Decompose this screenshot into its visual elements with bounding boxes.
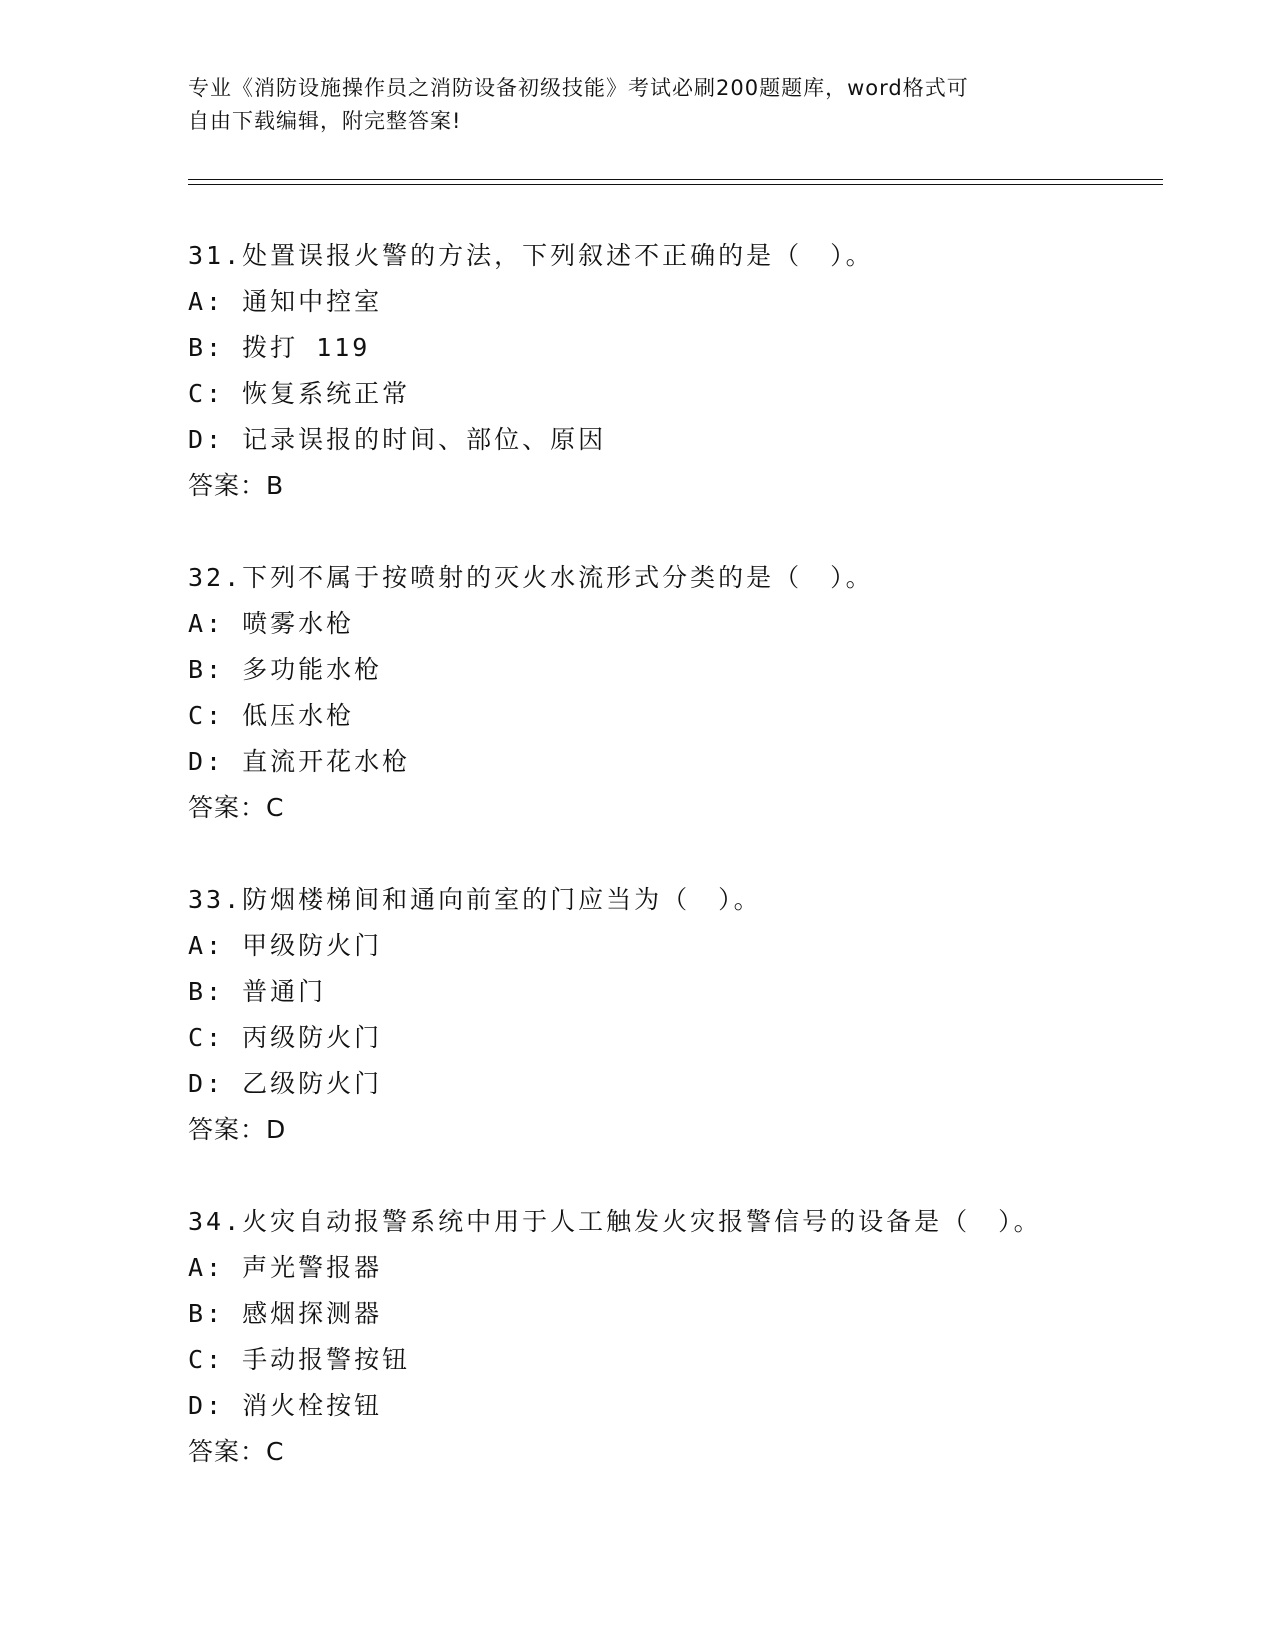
option-b: B: 拨打 119 bbox=[188, 333, 371, 362]
option-c: C: 丙级防火门 bbox=[188, 1023, 383, 1052]
question-stem: 33.防烟楼梯间和通向前室的门应当为（ ）。 bbox=[188, 885, 762, 914]
header-line-2: 自由下载编辑，附完整答案! bbox=[188, 109, 462, 133]
option-a: A: 甲级防火门 bbox=[188, 931, 383, 960]
answer-line: 答案：C bbox=[188, 793, 285, 822]
option-d: D: 消火栓按钮 bbox=[188, 1391, 383, 1420]
question-31 bbox=[188, 233, 1148, 509]
option-d: D: 直流开花水枪 bbox=[188, 747, 411, 776]
header-divider-bottom bbox=[188, 184, 1163, 185]
option-d: D: 记录误报的时间、部位、原因 bbox=[188, 425, 607, 454]
option-b: B: 感烟探测器 bbox=[188, 1299, 383, 1328]
question-32 bbox=[188, 555, 1148, 831]
question-34 bbox=[188, 1199, 1148, 1475]
question-stem: 31.处置误报火警的方法，下列叙述不正确的是（ ）。 bbox=[188, 241, 874, 270]
answer-line: 答案：B bbox=[188, 471, 285, 500]
header-line-1: 专业《消防设施操作员之消防设备初级技能》考试必刷200题题库，word格式可 bbox=[188, 76, 969, 100]
option-a: A: 声光警报器 bbox=[188, 1253, 383, 1282]
option-c: C: 低压水枪 bbox=[188, 701, 355, 730]
question-33 bbox=[188, 877, 1148, 1153]
option-c: C: 恢复系统正常 bbox=[188, 379, 411, 408]
header-divider-top bbox=[188, 179, 1163, 180]
option-a: A: 喷雾水枪 bbox=[188, 609, 355, 638]
option-b: B: 多功能水枪 bbox=[188, 655, 383, 684]
question-stem: 32.下列不属于按喷射的灭火水流形式分类的是（ ）。 bbox=[188, 563, 874, 592]
answer-line: 答案：C bbox=[188, 1437, 285, 1466]
option-a: A: 通知中控室 bbox=[188, 287, 383, 316]
document-header bbox=[188, 72, 1068, 138]
option-c: C: 手动报警按钮 bbox=[188, 1345, 411, 1374]
option-d: D: 乙级防火门 bbox=[188, 1069, 383, 1098]
answer-line: 答案：D bbox=[188, 1115, 287, 1144]
question-stem: 34.火灾自动报警系统中用于人工触发火灾报警信号的设备是（ ）。 bbox=[188, 1207, 1042, 1236]
option-b: B: 普通门 bbox=[188, 977, 327, 1006]
